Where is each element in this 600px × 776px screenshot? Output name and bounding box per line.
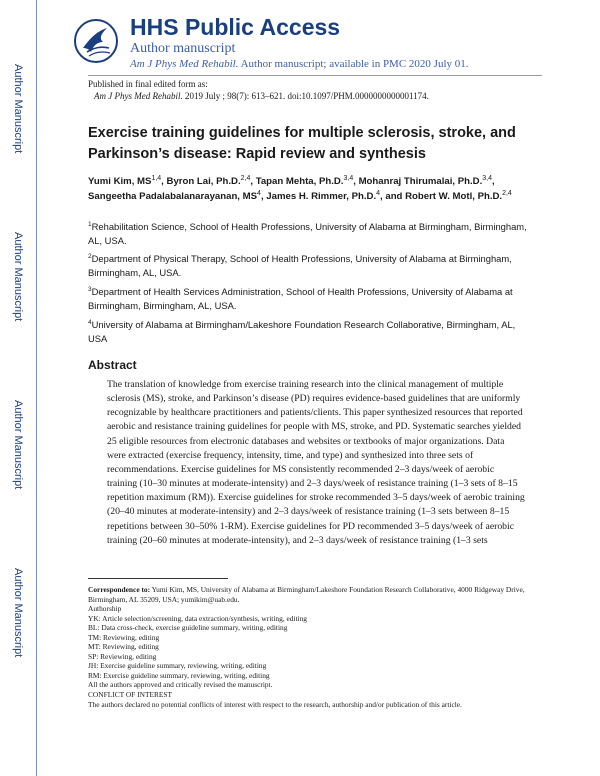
author-separator: ,: [491, 176, 495, 187]
author-manuscript-strip: [0, 0, 48, 776]
header-divider: [88, 75, 542, 76]
citation-journal: Am J Phys Med Rehabil.: [94, 91, 183, 101]
correspondence-label: Correspondence to:: [88, 585, 151, 594]
author-name: Byron Lai, Ph.D.: [166, 176, 241, 187]
side-label: Author Manuscript: [12, 400, 24, 490]
footnote-line: Authorship: [88, 604, 122, 614]
author-affiliation-mark: 2,4: [240, 174, 251, 182]
affiliation-number: 2: [88, 252, 92, 260]
author-affiliation-mark: 3,4: [343, 174, 354, 182]
affiliation: [88, 285, 528, 313]
correspondence-text: Yumi Kim, MS, University of Alabama at Birmingham/Lakeshore Foundation Research Collaborative, 4000 Ridgeway Drive, Birmingham, AL 35209, USA; yumikim@uab.edu.: [88, 585, 525, 604]
author-separator: ,: [353, 176, 359, 187]
side-label: Author Manuscript: [12, 232, 24, 322]
footnote-line: The authors declared no potential conflicts of interest with respect to the research, authorship and/or publication of this article.: [88, 699, 462, 709]
author-affiliation-mark: 4: [376, 189, 381, 197]
author-name: James H. Rimmer, Ph.D.: [266, 191, 377, 202]
footnote-divider: [88, 578, 228, 579]
author-separator: , and: [380, 191, 406, 202]
footnote-line: TM: Reviewing, editing: [88, 632, 160, 642]
footnote-lines: [88, 604, 528, 709]
footnotes: [88, 585, 528, 709]
availability-text: Author manuscript; available in PMC 2020 July 01.: [240, 58, 469, 70]
author-affiliation-mark: 4: [257, 189, 261, 197]
author-separator: ,: [260, 191, 267, 202]
author-affiliation-mark: 2,4: [502, 189, 512, 197]
publication-note: [88, 78, 429, 102]
footnote-line: YK: Article selection/screening, data extraction/synthesis, writing, editing: [88, 613, 307, 623]
author-name: Mohanraj Thirumalai, Ph.D.: [358, 176, 483, 187]
correspondence-note: [88, 585, 528, 604]
author-list: [88, 174, 538, 204]
affiliation-number: 1: [88, 220, 92, 228]
affiliation: [88, 220, 528, 248]
footnote-line: SP: Reviewing, editing: [88, 651, 157, 661]
affiliation-text: Department of Physical Therapy, School of Health Professions, University of Alabama at Birmingham, Birmingham, AL, USA.: [88, 253, 512, 278]
side-label: Author Manuscript: [12, 64, 24, 154]
author-separator: ,: [250, 176, 256, 187]
affiliation: [88, 318, 528, 346]
strip-divider: [36, 0, 37, 776]
abstract-heading: Abstract: [88, 358, 137, 372]
citation-line: [88, 90, 429, 102]
journal-availability: [130, 58, 469, 70]
affiliation: [88, 252, 528, 280]
footnote-line: RM: Exercise guideline summary, reviewing, writing, editing: [88, 670, 270, 680]
author-manuscript-subtitle: Author manuscript: [130, 41, 236, 56]
author-name: Robert W. Motl, Ph.D.: [405, 191, 503, 202]
hhs-eagle-logo-icon: [73, 18, 119, 64]
paper-title: Exercise training guidelines for multiple sclerosis, stroke, and Parkinson’s disease: Rapid review and synthesis: [88, 125, 516, 162]
abstract-body: The translation of knowledge from exercise training research into the clinical management of multiple sclerosis (MS), stroke, and Parkinson’s disease (PD) requires evidence-based guidelines that are uniformly recognizable by healthcare practitioners and patients/clients. This paper synthesized resources that reported aerobic and resistance training guidelines for people with MS, stroke, and PD. Systematic searches yielded 25 eligible resources from electronic databases and websites or textbooks of major organizations. Data were extracted (exercise frequency, intensity, time, and type) and synthesized into three sets of recommendations. Exercise guidelines for MS consistently recommended 2–3 days/week of aerobic training (10–30 minutes at moderate-intensity) and 2–3 days/week of resistance training (1–3 sets of 8–15 repetition maximum (RM)). Exercise guidelines for stroke recommended 3–5 days/week of aerobic training (20–40 minutes at moderate-intensity) and 2–3 days/week of resistance training (1–3 sets between 8–15 repetitions between 30–50% 1-RM). Exercise guidelines for PD recommended 3–5 days/week of aerobic training (20–60 minutes at moderate-intensity), and 2–3 days/week of resistance training (1–3 sets: [107, 379, 525, 546]
citation-details: 2019 July ; 98(7): 613–621. doi:10.1097/PHM.0000000000001174.: [184, 91, 429, 101]
affiliation-text: University of Alabama at Birmingham/Lakeshore Foundation Research Collaborative, Birmingham, AL, USA: [88, 319, 516, 344]
footnote-line: MT: Reviewing, editing: [88, 642, 159, 652]
footnote-line: All the authors approved and critically revised the manuscript.: [88, 680, 273, 690]
author-name: Tapan Mehta, Ph.D.: [255, 176, 344, 187]
author-name: Sangeetha Padalabalanarayanan, MS: [88, 191, 258, 202]
author-separator: ,: [161, 176, 167, 187]
footnote-line: BL: Data cross-check, exercise guideline summary, writing, editing: [88, 623, 288, 633]
affiliation-text: Rehabilitation Science, School of Health Professions, University of Alabama at Birmingham, Birmingham, AL, USA.: [88, 221, 527, 246]
hhs-public-access-title: HHS Public Access: [130, 14, 341, 40]
author-name: Yumi Kim, MS: [88, 176, 152, 187]
published-label: Published in final edited form as:: [88, 79, 208, 89]
journal-abbrev: Am J Phys Med Rehabil.: [130, 58, 239, 70]
affiliation-text: Department of Health Services Administration, School of Health Professions, University of Alabama at Birmingham, Birmingham, AL, USA.: [88, 286, 513, 311]
author-affiliation-mark: 1,4: [151, 174, 162, 182]
footnote-line: CONFLICT OF INTEREST: [88, 690, 173, 700]
footnote-line: JH: Exercise guideline summary, reviewing, writing, editing: [88, 661, 267, 671]
affiliation-number: 4: [88, 318, 92, 326]
author-affiliation-mark: 3,4: [482, 174, 492, 182]
affiliation-number: 3: [88, 285, 92, 293]
side-label: Author Manuscript: [12, 568, 24, 658]
